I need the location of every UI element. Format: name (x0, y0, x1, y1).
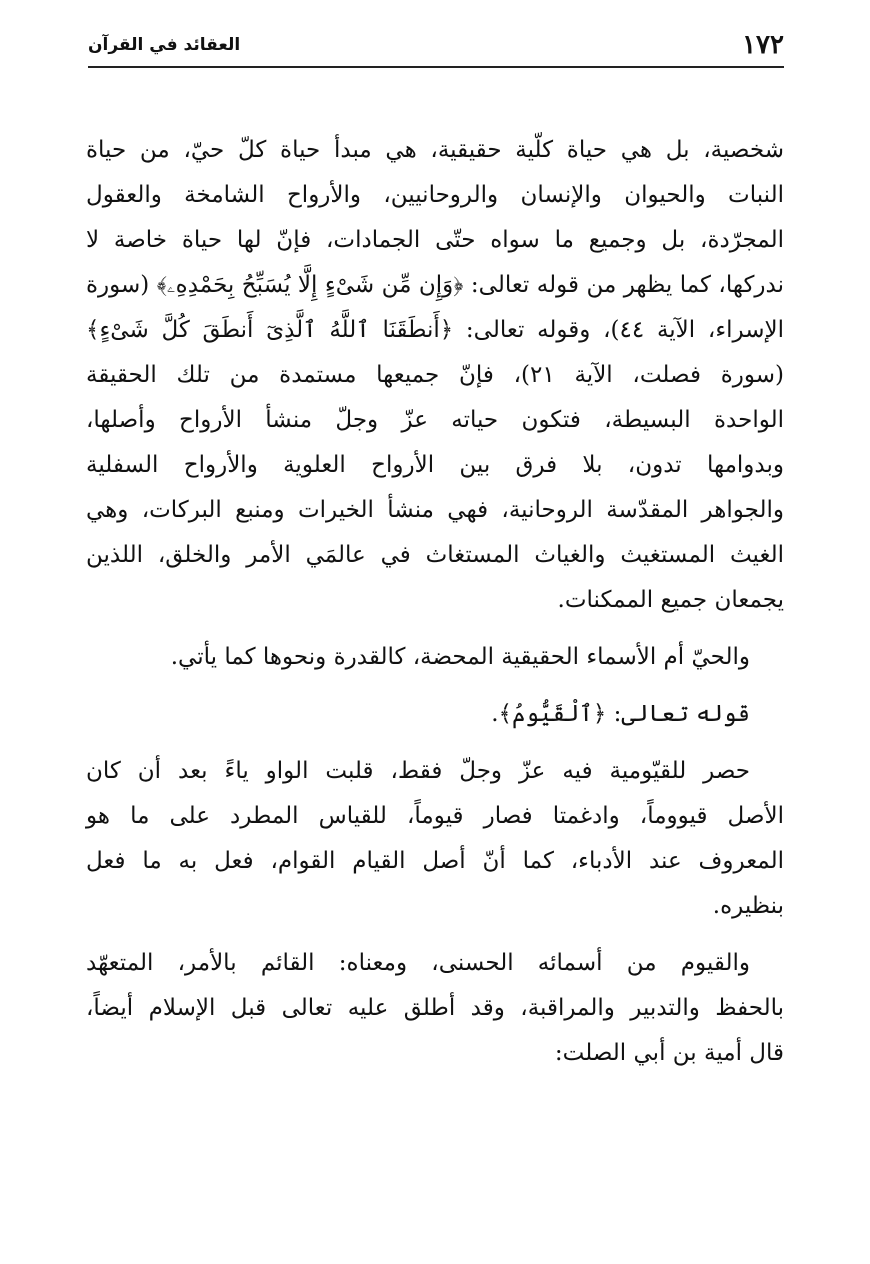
text-line: النبات والحيوان والإنسان والروحانيين، والأرواح الشامخة والعقول (86, 182, 784, 208)
text-line: قوله تعالى: ﴿ٱلْقَيُّومُ﴾. (491, 701, 750, 727)
text-line: بنظيره. (712, 893, 784, 919)
text-line: بالحفظ والتدبير والمراقبة، وقد أطلق عليه تعالى قبل الإسلام أيضاً، (86, 995, 784, 1021)
text-line: الواحدة البسيطة، فتكون حياته عزّ وجلّ منشأ الأرواح وأصلها، (86, 407, 784, 433)
page-body (86, 128, 784, 1076)
text-line: شخصية، بل هي حياة كلّية حقيقية، هي مبدأ حياة كلّ حيّ، من حياة (86, 137, 784, 163)
page-header (88, 24, 784, 68)
paragraph (86, 692, 784, 737)
text-line: قال أمية بن أبي الصلت: (554, 1040, 784, 1066)
text-line: المجرّدة، بل وجميع ما سواه حتّى الجمادات، فإنّ لها حياة خاصة لا (86, 227, 784, 253)
text-line: (سورة فصلت، الآية ٢١)، فإنّ جميعها مستمدة من تلك الحقيقة (86, 362, 784, 388)
text-line: الغيث المستغيث والغياث المستغاث في عالمَي الأمر والخلق، اللذين (86, 542, 784, 568)
paragraph (86, 128, 784, 623)
text-line: الإسراء، الآية ٤٤)، وقوله تعالى: ﴿أَنطَقَنَا ٱللَّهُ ٱلَّذِىٓ أَنطَقَ كُلَّ شَىْءٍ﴾ (86, 317, 784, 343)
text-line: وبدوامها تدون، بلا فرق بين الأرواح العلوية والأرواح السفلية (86, 452, 784, 478)
text-line: المعروف عند الأدباء، كما أنّ أصل القيام القوام، فعل به ما فعل (86, 848, 784, 874)
text-line: الأصل قيووماً، وادغمتا فصار قيوماً، للقياس المطرد على ما هو (86, 803, 784, 829)
page-number: ١٧٢ (742, 30, 784, 60)
text-line: يجمعان جميع الممكنات. (557, 587, 784, 613)
text-line: والقيوم من أسمائه الحسنى، ومعناه: القائم بالأمر، المتعهّد (86, 950, 750, 976)
text-line: والجواهر المقدّسة الروحانية، فهي منشأ الخيرات ومنبع البركات، وهي (86, 497, 784, 523)
text-line: والحيّ أم الأسماء الحقيقية المحضة، كالقدرة ونحوها كما يأتي. (170, 644, 750, 670)
paragraph (86, 749, 784, 929)
running-title: العقائد في القرآن (88, 35, 241, 55)
text-line: ندركها، كما يظهر من قوله تعالى: ﴿وَإِن مِّن شَىْءٍ إِلَّا يُسَبِّحُ بِحَمْدِهِۦ﴾ (سورة (86, 272, 784, 298)
paragraph (86, 635, 784, 680)
paragraph (86, 941, 784, 1076)
text-line: حصر للقيّومية فيه عزّ وجلّ فقط، قلبت الواو ياءً بعد أن كان (86, 758, 750, 784)
